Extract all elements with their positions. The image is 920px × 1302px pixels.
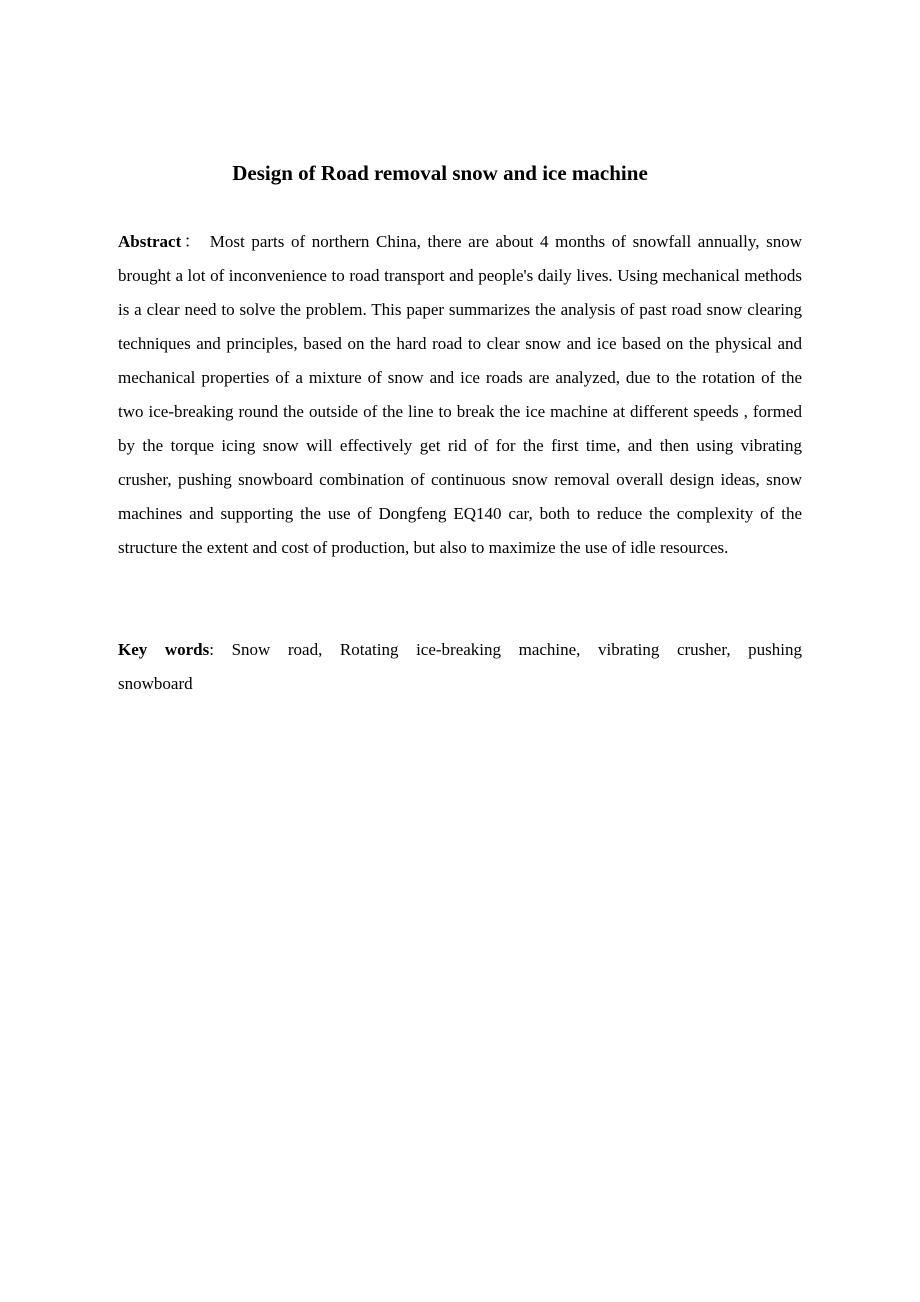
keywords-label: Key words — [118, 640, 210, 659]
keywords-text: Snow road, Rotating ice-breaking machine, vibrating crusher, pushing snowboard — [118, 640, 802, 693]
abstract-paragraph — [118, 225, 802, 565]
document-title: Design of Road removal snow and ice machine — [232, 161, 648, 185]
abstract-separator: ： — [181, 232, 204, 251]
keywords-paragraph — [118, 633, 802, 701]
abstract-label: Abstract — [118, 232, 182, 251]
keywords-separator: : — [209, 640, 214, 659]
abstract-text: Most parts of northern China, there are about 4 months of snowfall annually, snow brought a lot of inconvenience to road transport and people's daily lives. Using mechanical methods is a clear need to solve the problem. This paper summarizes the analysis of past road snow clearing techniques and principles, based on the hard road to clear snow and ice based on the physical and mechanical properties of a mixture of snow and ice roads are analyzed, due to the rotation of the two ice-breaking round the outside of the line to break the ice machine at different speeds , formed by the torque icing snow will effectively get rid of for the first time, and then using vibrating crusher, pushing snowboard combination of continuous snow removal overall design ideas, snow machines and supporting the use of Dongfeng EQ140 car, both to reduce the complexity of the structure the extent and cost of production, but also to maximize the use of idle resources. — [118, 232, 803, 557]
